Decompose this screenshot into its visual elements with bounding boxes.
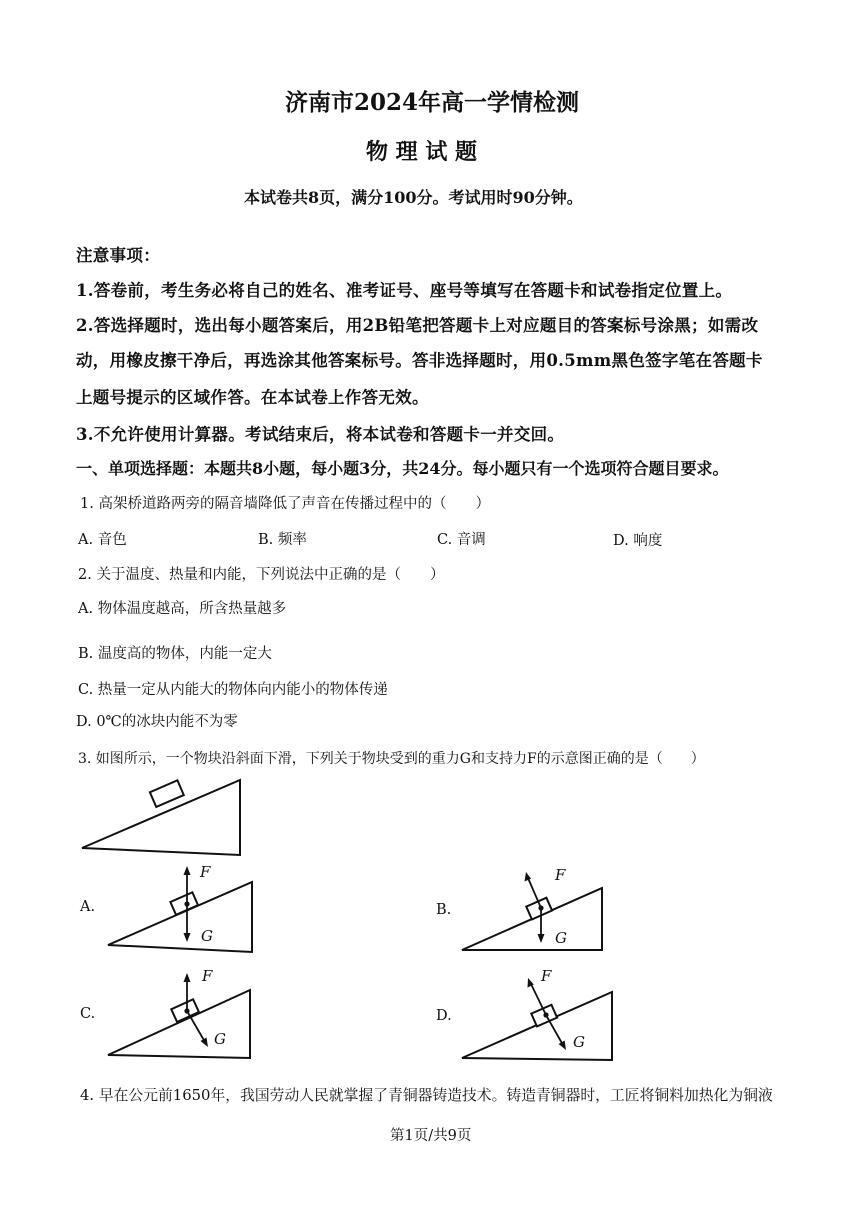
question-2-option-c: C. 热量一定从内能大的物体向内能小的物体传递	[78, 682, 388, 698]
question-1-option-c: C. 音调	[437, 532, 486, 548]
notice-heading: 注意事项：	[76, 246, 160, 265]
exam-subject: 物 理 试 题	[366, 139, 477, 165]
notice-item-1: 1.答卷前，考生务必将自己的姓名、准考证号、座号等填写在答题卡和试卷指定位置上。	[76, 281, 733, 300]
option-b-g-label: G	[555, 929, 567, 947]
section-1-heading: 一、单项选择题：本题共8小题，每小题3分，共24分。每小题只有一个选项符合题目要求。	[76, 459, 729, 478]
notice-item-2-line-1: 2.答选择题时，选出每小题答案后，用2B铅笔把答题卡上对应题目的答案标号涂黑；如需改	[76, 316, 759, 335]
question-1-option-a: A. 音色	[78, 532, 127, 548]
question-1-option-d: D. 响度	[613, 533, 663, 549]
option-b-f-label: F	[555, 866, 566, 884]
option-c-label: C.	[80, 1006, 96, 1022]
question-1-option-b: B. 频率	[258, 532, 307, 548]
question-2-stem: 2. 关于温度、热量和内能，下列说法中正确的是（ ）	[78, 567, 445, 583]
question-4-stem: 4. 早在公元前1650年，我国劳动人民就掌握了青铜器铸造技术。铸造青铜器时，工匠将铜料加热化为铜液	[80, 1087, 773, 1104]
option-c-f-label: F	[202, 967, 213, 985]
option-d-f-label: F	[541, 967, 552, 985]
option-c-g-label: G	[214, 1030, 226, 1048]
question-2-option-a: A. 物体温度越高，所含热量越多	[78, 601, 287, 617]
option-d-label: D.	[436, 1008, 452, 1024]
exam-info: 本试卷共8页，满分100分。考试用时90分钟。	[244, 188, 583, 207]
notice-item-3: 3.不允许使用计算器。考试结束后，将本试卷和答题卡一并交回。	[76, 425, 565, 444]
notice-item-2-line-3: 上题号提示的区域作答。在本试卷上作答无效。	[76, 388, 429, 407]
notice-item-2-line-2: 动，用橡皮擦干净后，再选涂其他答案标号。答非选择题时，用0.5mm黑色签字笔在答题卡	[76, 351, 763, 370]
question-1-stem: 1. 高架桥道路两旁的隔音墙降低了声音在传播过程中的（ ）	[80, 496, 490, 512]
option-a-f-label: F	[200, 863, 211, 881]
exam-title: 济南市2024年高一学情检测	[285, 89, 580, 116]
question-2-option-b: B. 温度高的物体，内能一定大	[78, 646, 272, 662]
page-number: 第1页/共9页	[390, 1128, 472, 1144]
question-3-stem: 3. 如图所示，一个物块沿斜面下滑，下列关于物块受到的重力G和支持力F的示意图正确的是（ ）	[78, 751, 705, 767]
question-2-option-d: D. 0℃的冰块内能不为零	[76, 714, 238, 730]
option-b-label: B.	[436, 902, 452, 918]
option-d-g-label: G	[573, 1033, 585, 1051]
option-a-label: A.	[80, 899, 96, 915]
option-a-g-label: G	[201, 927, 213, 945]
